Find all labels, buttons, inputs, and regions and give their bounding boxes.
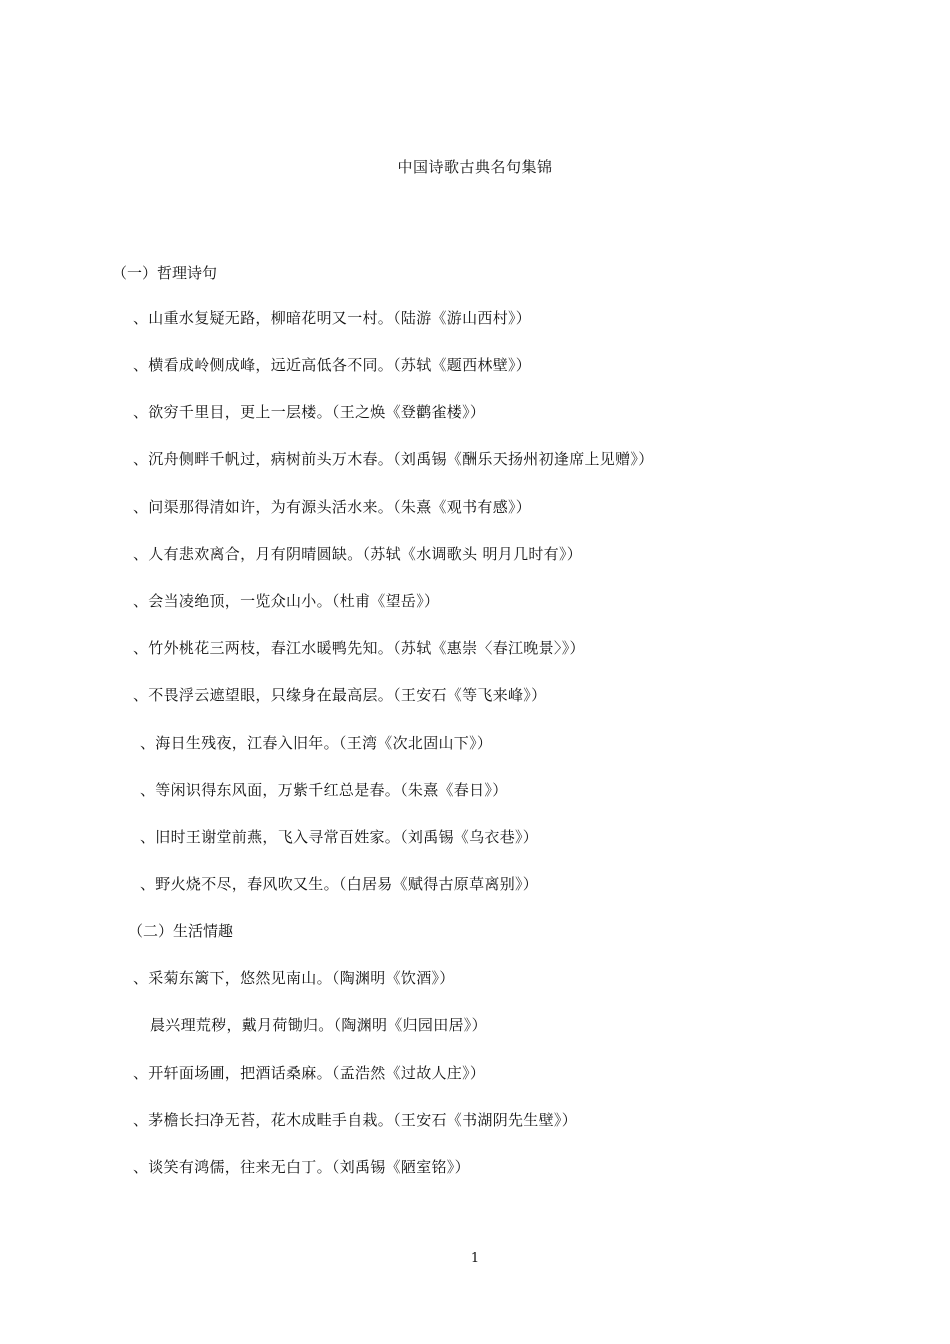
- verse-line: 、等闲识得东风面，万紫千红总是春。（朱熹《春日》）: [140, 781, 508, 799]
- section-heading-life: （二）生活情趣: [128, 922, 234, 940]
- verse-line: 、旧时王谢堂前燕，飞入寻常百姓家。（刘禹锡《乌衣巷》）: [140, 828, 539, 846]
- verse-line: 、山重水复疑无路，柳暗花明又一村。（陆游《游山西村》）: [133, 309, 532, 327]
- page-number: 1: [470, 1251, 480, 1266]
- verse-line: 、茅檐长扫净无苔，花木成畦手自栽。（王安石《书湖阴先生壁》）: [133, 1111, 578, 1129]
- verse-line: 、开轩面场圃，把酒话桑麻。（孟浩然《过故人庄》）: [133, 1064, 486, 1082]
- section-heading-philosophy: （一）哲理诗句: [112, 264, 218, 282]
- verse-line: 、不畏浮云遮望眼，只缘身在最高层。（王安石《等飞来峰》）: [133, 686, 547, 704]
- verse-line: 、欲穷千里目，更上一层楼。（王之焕《登鹳雀楼》）: [133, 403, 486, 421]
- verse-line: 、横看成岭侧成峰，远近高低各不同。（苏轼《题西林壁》）: [133, 356, 532, 374]
- verse-line: 、野火烧不尽，春风吹又生。（白居易《赋得古原草离别》）: [140, 875, 539, 893]
- verse-line: 、谈笑有鸿儒，往来无白丁。（刘禹锡《陋室铭》）: [133, 1158, 470, 1176]
- verse-line: 、竹外桃花三两枝，春江水暖鸭先知。（苏轼《惠崇〈春江晚景〉》）: [133, 639, 585, 657]
- verse-line: 、海日生残夜，江春入旧年。（王湾《次北固山下》）: [140, 734, 493, 752]
- document-title: 中国诗歌古典名句集锦: [397, 158, 553, 176]
- verse-line: 、人有悲欢离合，月有阴晴圆缺。（苏轼《水调歌头 明月几时有》）: [133, 545, 583, 563]
- verse-line: 、会当凌绝顶，一览众山小。（杜甫《望岳》）: [133, 592, 440, 610]
- verse-line: 、沉舟侧畔千帆过，病树前头万木春。（刘禹锡《酬乐天扬州初逢席上见赠》）: [133, 450, 654, 468]
- verse-line: 、问渠那得清如许，为有源头活水来。（朱熹《观书有感》）: [133, 498, 532, 516]
- verse-line: 晨兴理荒秽，戴月荷锄归。（陶渊明《归园田居》）: [150, 1016, 487, 1034]
- verse-line: 、采菊东篱下，悠然见南山。（陶渊明《饮酒》）: [133, 969, 455, 987]
